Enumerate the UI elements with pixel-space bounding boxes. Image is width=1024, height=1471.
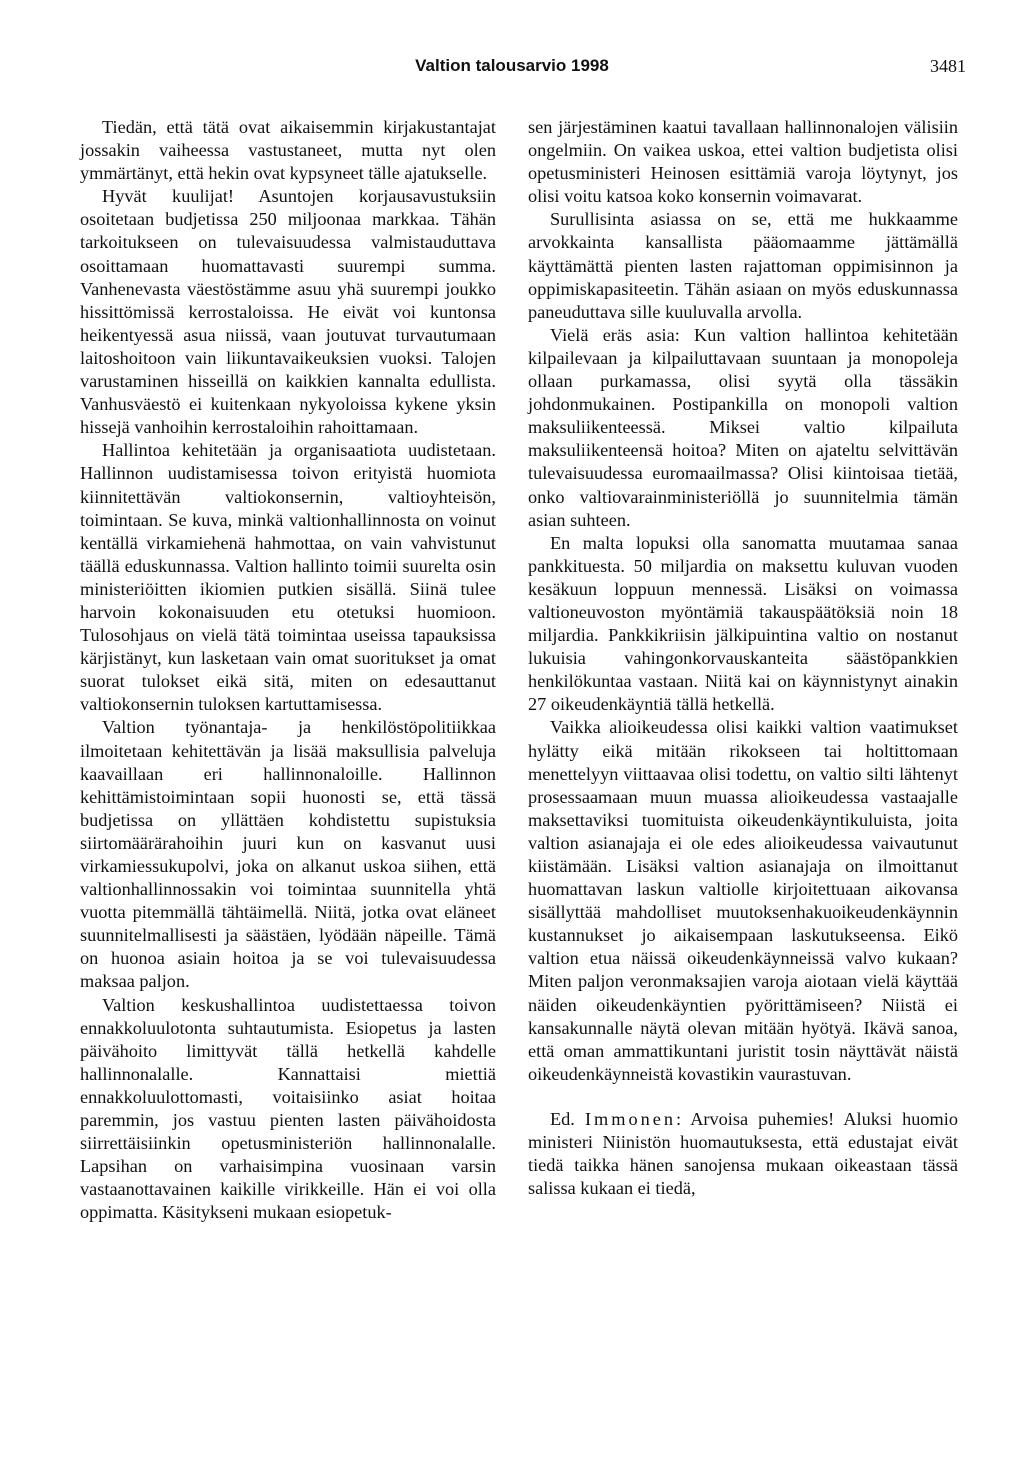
paragraph: En malta lopuksi olla sanomatta muutamaa sanaa pankkituesta. 50 miljardia on maksettu kuluvan vuoden kesäkuun loppuun mennessä. Lisäksi on voimassa valtioneuvoston myöntämiä takauspäätöksiä noin 18 miljardia. Pankkikriisin jälkipuintina valtio on nostanut lukuisia vahingonkorvauskanteita säästöpankkien henkilökuntaa vastaan. Niitä kai on käynnistynyt ainakin 27 oikeudenkäyntiä tällä hetkellä. (528, 532, 958, 715)
speaker-prefix: Ed. (550, 1108, 575, 1129)
running-head (0, 56, 1024, 80)
speaker-name: Immonen (584, 1108, 677, 1129)
speaker-colon: : (676, 1108, 682, 1129)
paragraph: Surullisinta asiassa on se, että me hukkaamme arvokkainta kansallista pääomaamme jättämällä käyttämättä pienten lasten rajattoman oppimisinnon ja oppimiskapasiteetin. Tähän asiaan on myös eduskunnassa paneuduttava sille kuuluvalla arvolla. (528, 209, 958, 322)
speech-text: Arvoisa puhemies! Aluksi huomio ministeri Niinistön huomautuksesta, että edustajat eivät tiedä taikka hänen sanojensa mukaan oikeastaan tässä salissa kukaan ei tiedä, (528, 1108, 958, 1199)
speaker-paragraph (528, 1108, 958, 1200)
left-column (80, 116, 496, 1225)
paragraph: Valtion keskushallintoa uudistettaessa toivon ennakkoluulotonta suhtautumista. Esiopetus ja lasten päivähoito limittyvät tällä hetkellä kahdelle hallinnonalalle. Kannattaisi miettiä ennakkoluulottomasti, voitaisiinko asiat hoitaa paremmin, jos vastuu pienten lasten päivähoidosta siirrettäisiinkin opetusministeriön hallinnonalalle. Lapsihan on varhaisimpina vuosinaan varsin vastaanottavainen kaikille virikkeille. Hän ei voi olla oppimatta. Käsitykseni mukaan esiopetuk- (80, 994, 496, 1223)
page-title: Valtion talousarvio 1998 (415, 56, 609, 75)
paragraph: Valtion työnantaja- ja henkilöstöpolitiikkaa ilmoitetaan kehitettävän ja lisää maksullisia palveluja kaavaillaan eri hallinnonaloille. Hallinnon kehittämistoimintaan sopii huonosti se, että tässä budjetissa on yllättäen kohdistettu supistuksia siirtomäärärahoihin juuri kun on kasvanut uusi virkamiessukupolvi, joka on alkanut uskoa siihen, että valtionhallinnossakin voi toimintaa suunnitella yhtä vuotta pitemmällä tähtäimellä. Niitä, jotka ovat eläneet suunnitelmallisesti ja säästäen, lyödään näpeille. Tämä on huonoa asiain hoitoa ja se voi tulevaisuudessa maksaa paljon. (80, 717, 496, 992)
paragraph: Hyvät kuulijat! Asuntojen korjausavustuksiin osoitetaan budjetissa 250 miljoonaa markkaa. Tähän tarkoitukseen on tulevaisuudessa valmistauduttava osoittamaan huomattavasti suurempi summa. Vanhenevasta väestöstämme asuu yhä suurempi joukko hissittömissä kerrostaloissa. He eivät voi kuntonsa heikentyessä asua niissä, vaan joutuvat turvautumaan laitoshoitoon vain liikuntavaikeuksien vuoksi. Talojen varustaminen hisseillä on kaikkien kannalta edullista. Vanhusväestö ei kuitenkaan nykyoloissa kykene yksin hissejä vanhoihin kerrostaloihin rahoittamaan. (80, 186, 496, 438)
paragraph: Vielä eräs asia: Kun valtion hallintoa kehitetään kilpailevaan ja kilpailuttavaan suuntaan ja monopoleja ollaan purkamassa, olisi syytä olla tässäkin johdonmukainen. Postipankilla on monopoli valtion maksuliikenteessä. Miksei valtio kilpailuta maksuliikenteensä hoitoa? Miten on ajateltu selvittävän tulevaisuudessa euromaailmassa? Olisi kiintoisaa tietää, onko valtiovarainministeriöllä jo suunnitelmia tämän asian suhteen. (528, 324, 958, 530)
page-number: 3481 (930, 56, 966, 76)
paragraph: sen järjestäminen kaatui tavallaan hallinnonalojen välisiin ongelmiin. On vaikea uskoa, ettei valtion budjetista olisi opetusministeri Heinosen esittämiä varoja löytynyt, jos olisi voitu katsoa koko konsernin voimavarat. (528, 117, 958, 207)
right-column (528, 116, 958, 1200)
paragraph: Hallintoa kehitetään ja organisaatiota uudistetaan. Hallinnon uudistamisessa toivon erityistä huomiota kiinnitettävän valtiokonsernin, valtioyhteisön, toimintaan. Se kuva, minkä valtionhallinnosta on voinut kentällä virkamiehenä hahmottaa, on vain vahvistunut täällä eduskunnassa. Valtion hallinto toimii suurelta osin ministeriöitten ikiomien putkien sisällä. Siinä tulee harvoin kokonaisuuden etu otetuksi huomioon. Tulosohjaus on vielä tätä toimintaa useissa tapauksissa kärjistänyt, kun lasketaan vain omat suoritukset ja omat suorat tulokset eikä sitä, miten on edesauttanut valtiokonsernin tuloksen kartuttamisessa. (80, 440, 496, 715)
paragraph: Vaikka alioikeudessa olisi kaikki valtion vaatimukset hylätty eikä mitään rikokseen tai holtittomaan menettelyyn viittaavaa olisi todettu, on valtio silti lähtenyt prosessaamaan muun muassa alioikeudessa vastaajalle maksettaviksi tuomituista oikeudenkäyntikuluista, joita valtion asianajaja ei ole edes alioikeudessa vaivautunut kiistämään. Lisäksi valtion asianajaja on ilmoittanut huomattavan laskun valtiolle kirjoitettuaan aikovansa sisällyttää mahdolliset muutoksenhakuoikeudenkäynnin kustannukset jo aikaisempaan laskutukseensa. Eikö valtion etua näissä oikeudenkäynneissä valvo kukaan? Miten paljon veronmaksajien varoja aiotaan vielä käyttää näiden oikeudenkäyntien pyörittämiseen? Niistä ei kansakunnalle näytä olevan mitään hyötyä. Ikävä sanoa, että oman ammattikuntani juristit tosin näyttävät näistä oikeudenkäynneistä kovastikin vaurastuvan. (528, 717, 958, 1084)
paragraph: Tiedän, että tätä ovat aikaisemmin kirjakustantajat jossakin vaiheessa vastustaneet, mutta nyt olen ymmärtänyt, että hekin ovat kypsyneet tälle ajatukselle. (80, 117, 496, 184)
